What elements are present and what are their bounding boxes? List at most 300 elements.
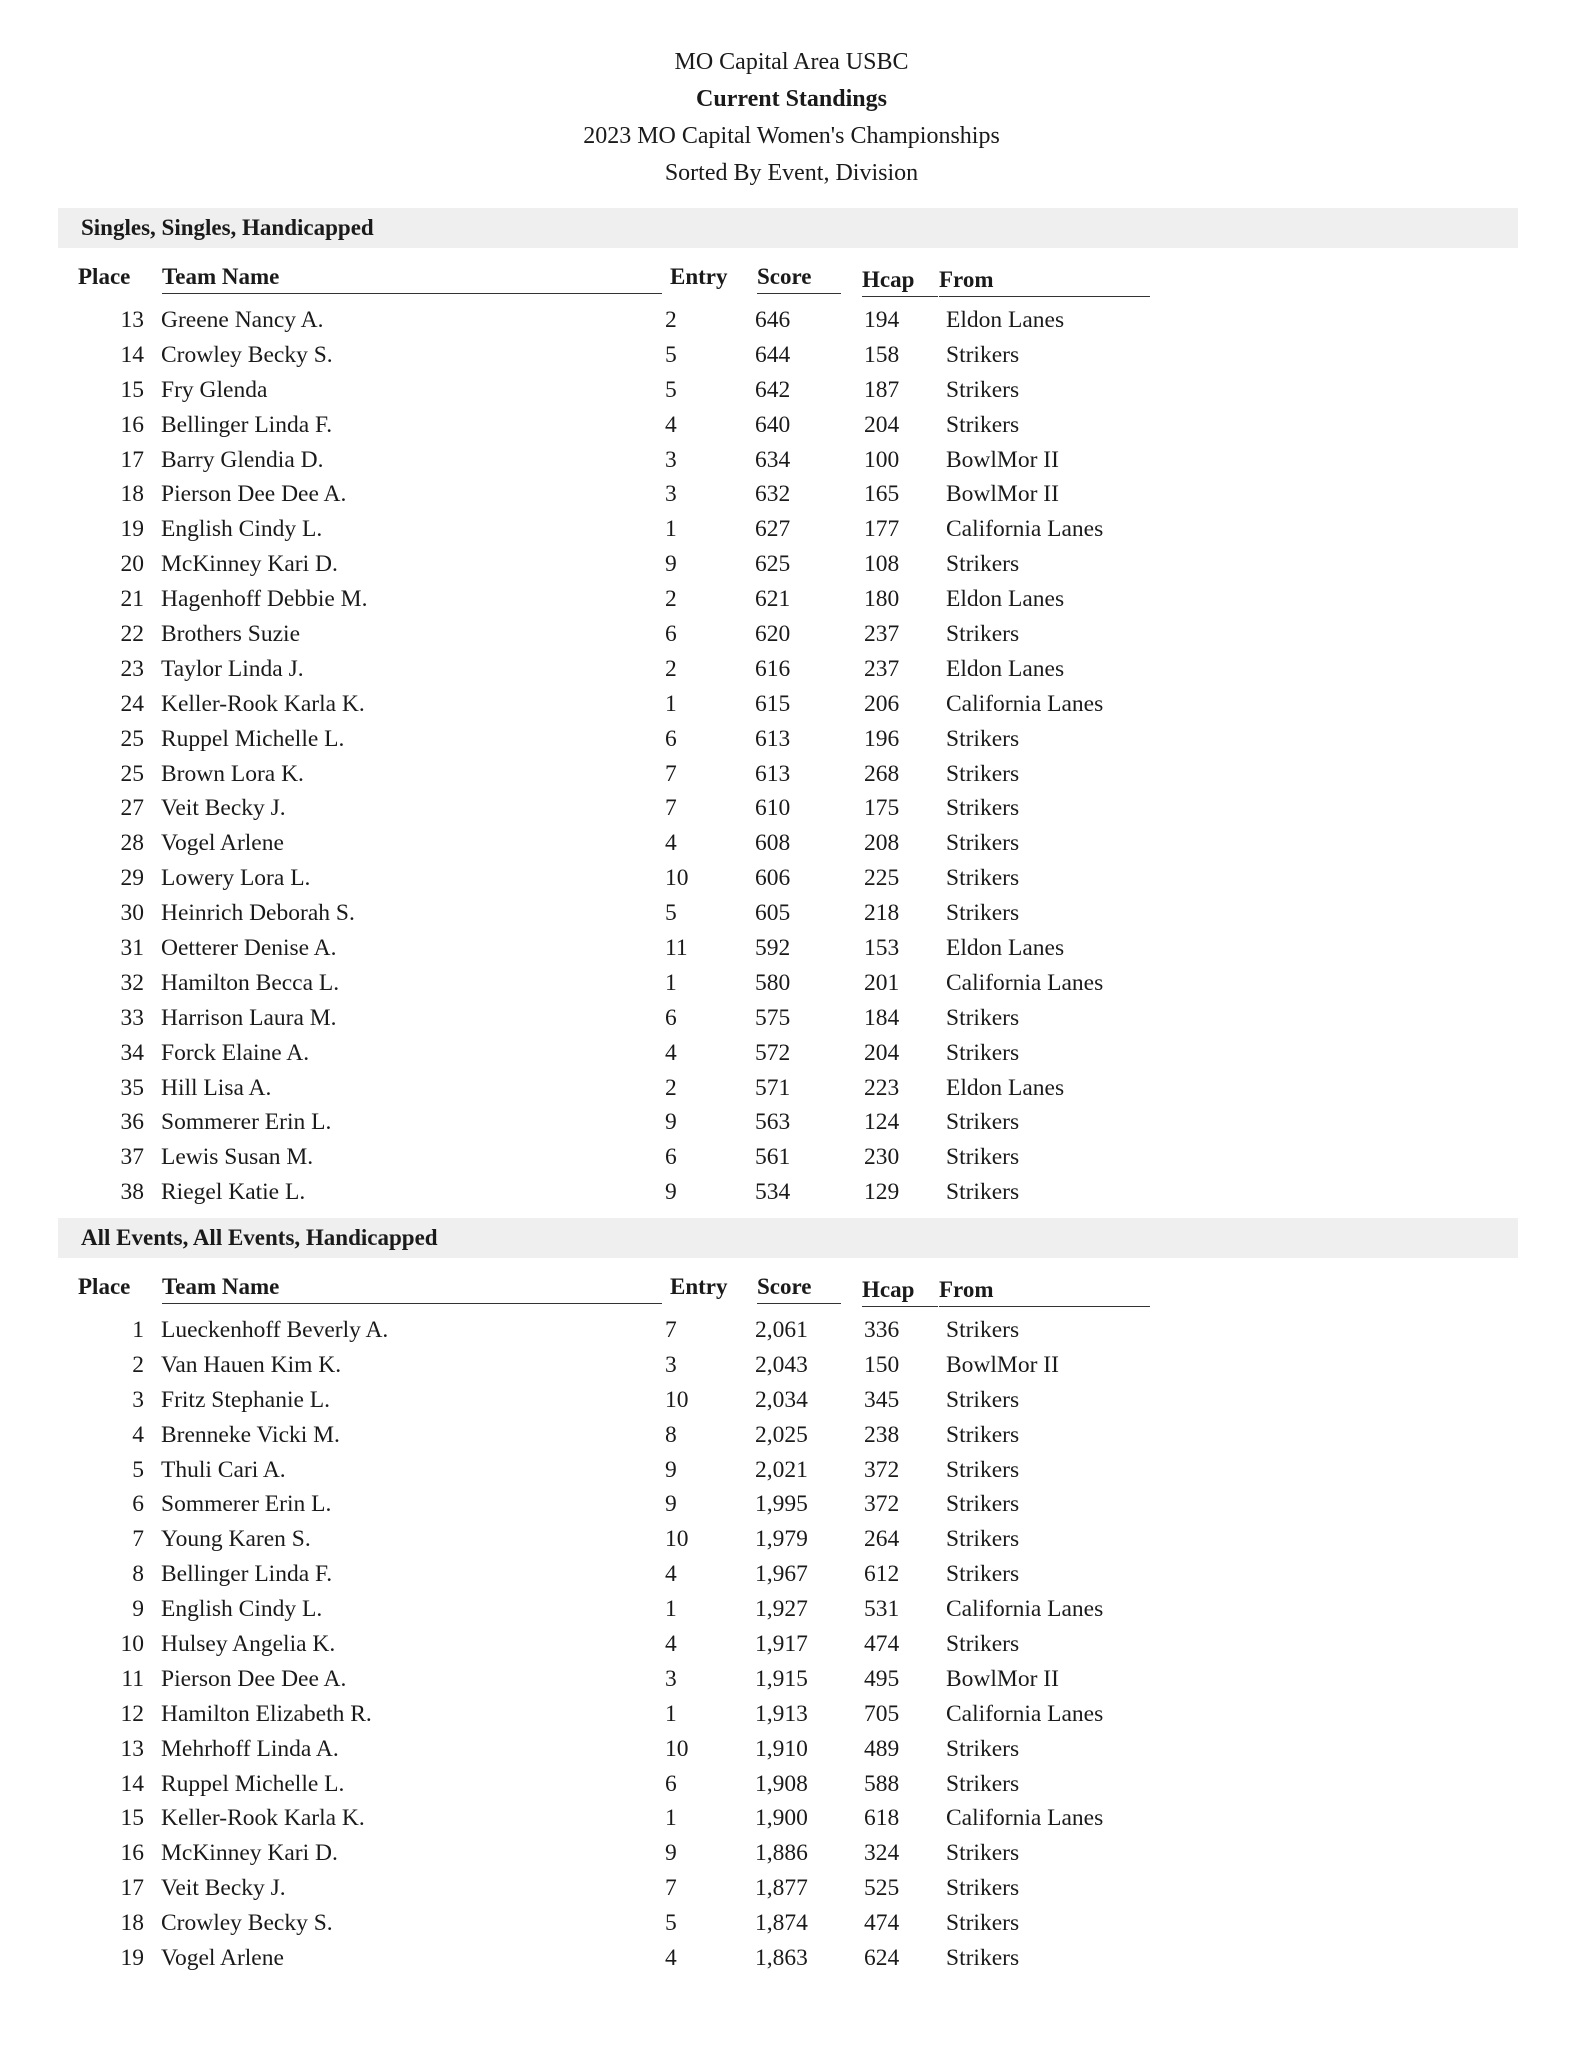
entry-cell: 5 bbox=[665, 1910, 677, 1937]
hcap-cell: 618 bbox=[864, 1805, 900, 1832]
place-cell: 3 bbox=[132, 1386, 144, 1413]
entry-cell: 1 bbox=[665, 969, 677, 996]
from-cell: Strikers bbox=[946, 865, 1020, 892]
team-name-cell: Oetterer Denise A. bbox=[161, 935, 337, 962]
from-cell: Strikers bbox=[946, 1456, 1020, 1483]
standings-rows bbox=[58, 303, 1518, 1210]
from-cell: Strikers bbox=[946, 725, 1020, 752]
entry-cell: 5 bbox=[665, 900, 677, 927]
entry-cell: 9 bbox=[665, 1179, 677, 1206]
team-name-cell: Bellinger Linda F. bbox=[161, 1561, 333, 1588]
team-name-cell: Thuli Cari A. bbox=[161, 1456, 286, 1483]
table-row bbox=[58, 1941, 1518, 1976]
place-cell: 14 bbox=[120, 1770, 144, 1797]
entry-cell: 7 bbox=[665, 1875, 677, 1902]
table-row bbox=[58, 826, 1518, 861]
from-cell: California Lanes bbox=[946, 516, 1104, 543]
hcap-cell: 474 bbox=[864, 1631, 900, 1658]
table-row bbox=[58, 408, 1518, 443]
hcap-cell: 124 bbox=[864, 1109, 900, 1136]
place-cell: 25 bbox=[120, 760, 144, 787]
entry-cell: 10 bbox=[665, 1735, 689, 1762]
col-header-score: Score bbox=[757, 1274, 841, 1304]
col-header-hcap: Hcap bbox=[862, 267, 938, 297]
hcap-cell: 268 bbox=[864, 760, 900, 787]
team-name-cell: McKinney Kari D. bbox=[161, 1840, 338, 1867]
from-cell: BowlMor II bbox=[946, 1351, 1059, 1378]
table-row bbox=[58, 338, 1518, 373]
hcap-cell: 196 bbox=[864, 725, 900, 752]
table-row bbox=[58, 1697, 1518, 1732]
table-row bbox=[58, 1871, 1518, 1906]
table-row bbox=[58, 966, 1518, 1001]
from-cell: BowlMor II bbox=[946, 446, 1059, 473]
score-cell: 634 bbox=[755, 446, 791, 473]
team-name-cell: Ruppel Michelle L. bbox=[161, 725, 345, 752]
place-cell: 29 bbox=[120, 865, 144, 892]
place-cell: 38 bbox=[120, 1179, 144, 1206]
place-cell: 11 bbox=[121, 1665, 144, 1692]
table-row bbox=[58, 861, 1518, 896]
place-cell: 19 bbox=[120, 516, 144, 543]
table-row bbox=[58, 1105, 1518, 1140]
place-cell: 17 bbox=[120, 446, 144, 473]
entry-cell: 4 bbox=[665, 411, 677, 438]
from-cell: California Lanes bbox=[946, 1700, 1104, 1727]
hcap-cell: 372 bbox=[864, 1491, 900, 1518]
team-name-cell: Hamilton Becca L. bbox=[161, 969, 340, 996]
place-cell: 2 bbox=[132, 1351, 144, 1378]
entry-cell: 6 bbox=[665, 1144, 677, 1171]
team-name-cell: Taylor Linda J. bbox=[161, 655, 304, 682]
from-cell: Strikers bbox=[946, 1386, 1020, 1413]
place-cell: 17 bbox=[120, 1875, 144, 1902]
score-cell: 644 bbox=[755, 341, 791, 368]
col-header-place: Place bbox=[78, 1274, 131, 1299]
score-cell: 615 bbox=[755, 690, 791, 717]
score-cell: 592 bbox=[755, 935, 791, 962]
section-title: All Events, All Events, Handicapped bbox=[58, 1218, 1518, 1258]
report-header bbox=[0, 44, 1583, 192]
team-name-cell: Vogel Arlene bbox=[161, 830, 284, 857]
table-row bbox=[58, 1175, 1518, 1210]
score-cell: 561 bbox=[755, 1144, 791, 1171]
table-row bbox=[58, 1522, 1518, 1557]
hcap-cell: 108 bbox=[864, 551, 900, 578]
team-name-cell: Lowery Lora L. bbox=[161, 865, 311, 892]
place-cell: 31 bbox=[120, 935, 144, 962]
team-name-cell: Ruppel Michelle L. bbox=[161, 1770, 345, 1797]
table-row bbox=[58, 1662, 1518, 1697]
score-cell: 621 bbox=[755, 586, 791, 613]
place-cell: 5 bbox=[132, 1456, 144, 1483]
table-row bbox=[58, 791, 1518, 826]
score-cell: 605 bbox=[755, 900, 791, 927]
score-cell: 610 bbox=[755, 795, 791, 822]
place-cell: 24 bbox=[120, 690, 144, 717]
place-cell: 10 bbox=[120, 1631, 144, 1658]
place-cell: 6 bbox=[132, 1491, 144, 1518]
table-row bbox=[58, 617, 1518, 652]
from-cell: Eldon Lanes bbox=[946, 655, 1065, 682]
table-row bbox=[58, 1453, 1518, 1488]
team-name-cell: McKinney Kari D. bbox=[161, 551, 338, 578]
place-cell: 27 bbox=[120, 795, 144, 822]
col-header-entry: Entry bbox=[670, 1274, 728, 1299]
from-cell: Strikers bbox=[946, 1945, 1020, 1972]
table-row bbox=[58, 1140, 1518, 1175]
entry-cell: 3 bbox=[665, 481, 677, 508]
score-cell: 571 bbox=[755, 1074, 791, 1101]
team-name-cell: Young Karen S. bbox=[161, 1526, 311, 1553]
hcap-cell: 150 bbox=[864, 1351, 900, 1378]
score-cell: 2,034 bbox=[755, 1386, 808, 1413]
from-cell: Strikers bbox=[946, 1421, 1020, 1448]
from-cell: Strikers bbox=[946, 1039, 1020, 1066]
entry-cell: 6 bbox=[665, 1004, 677, 1031]
team-name-cell: Hulsey Angelia K. bbox=[161, 1631, 336, 1658]
entry-cell: 3 bbox=[665, 446, 677, 473]
place-cell: 25 bbox=[120, 725, 144, 752]
team-name-cell: Harrison Laura M. bbox=[161, 1004, 337, 1031]
column-headers bbox=[58, 248, 1518, 300]
score-cell: 1,910 bbox=[755, 1735, 808, 1762]
hcap-cell: 194 bbox=[864, 307, 900, 333]
score-cell: 1,995 bbox=[755, 1491, 808, 1518]
hcap-cell: 525 bbox=[864, 1875, 900, 1902]
from-cell: Strikers bbox=[946, 1317, 1020, 1343]
from-cell: Strikers bbox=[946, 1144, 1020, 1171]
entry-cell: 9 bbox=[665, 1456, 677, 1483]
table-row bbox=[58, 652, 1518, 687]
entry-cell: 1 bbox=[665, 516, 677, 543]
hcap-cell: 588 bbox=[864, 1770, 900, 1797]
team-name-cell: English Cindy L. bbox=[161, 516, 323, 543]
table-row bbox=[58, 512, 1518, 547]
table-row bbox=[58, 1592, 1518, 1627]
team-name-cell: Brothers Suzie bbox=[161, 621, 301, 648]
entry-cell: 9 bbox=[665, 1491, 677, 1518]
table-row bbox=[58, 896, 1518, 931]
table-row bbox=[58, 1627, 1518, 1662]
team-name-cell: Brown Lora K. bbox=[161, 760, 304, 787]
score-cell: 580 bbox=[755, 969, 791, 996]
col-header-entry: Entry bbox=[670, 264, 728, 289]
table-row bbox=[58, 931, 1518, 966]
score-cell: 613 bbox=[755, 760, 791, 787]
team-name-cell: Hill Lisa A. bbox=[161, 1074, 272, 1101]
score-cell: 1,874 bbox=[755, 1910, 808, 1937]
from-cell: Strikers bbox=[946, 1770, 1020, 1797]
hcap-cell: 180 bbox=[864, 586, 900, 613]
hcap-cell: 372 bbox=[864, 1456, 900, 1483]
entry-cell: 10 bbox=[665, 1386, 689, 1413]
from-cell: Strikers bbox=[946, 621, 1020, 648]
hcap-cell: 324 bbox=[864, 1840, 900, 1867]
hcap-cell: 187 bbox=[864, 376, 900, 403]
entry-cell: 2 bbox=[665, 586, 677, 613]
entry-cell: 4 bbox=[665, 830, 677, 857]
hcap-cell: 175 bbox=[864, 795, 900, 822]
entry-cell: 9 bbox=[665, 1109, 677, 1136]
from-cell: Strikers bbox=[946, 1561, 1020, 1588]
table-row bbox=[58, 722, 1518, 757]
team-name-cell: Crowley Becky S. bbox=[161, 341, 333, 368]
from-cell: Strikers bbox=[946, 1526, 1020, 1553]
score-cell: 1,886 bbox=[755, 1840, 808, 1867]
team-name-cell: Keller-Rook Karla K. bbox=[161, 1805, 365, 1832]
team-name-cell: Van Hauen Kim K. bbox=[161, 1351, 342, 1378]
table-row bbox=[58, 1732, 1518, 1767]
entry-cell: 4 bbox=[665, 1631, 677, 1658]
score-cell: 620 bbox=[755, 621, 791, 648]
from-cell: Strikers bbox=[946, 1004, 1020, 1031]
score-cell: 1,915 bbox=[755, 1665, 808, 1692]
hcap-cell: 204 bbox=[864, 1039, 900, 1066]
hcap-cell: 624 bbox=[864, 1945, 900, 1972]
entry-cell: 10 bbox=[665, 865, 689, 892]
hcap-cell: 531 bbox=[864, 1596, 900, 1623]
table-row bbox=[58, 1557, 1518, 1592]
from-cell: California Lanes bbox=[946, 1805, 1104, 1832]
team-name-cell: Sommerer Erin L. bbox=[161, 1491, 332, 1518]
entry-cell: 5 bbox=[665, 376, 677, 403]
hcap-cell: 238 bbox=[864, 1421, 900, 1448]
from-cell: California Lanes bbox=[946, 969, 1104, 996]
score-cell: 1,967 bbox=[755, 1561, 808, 1588]
from-cell: Strikers bbox=[946, 376, 1020, 403]
from-cell: Strikers bbox=[946, 1491, 1020, 1518]
from-cell: Strikers bbox=[946, 760, 1020, 787]
hcap-cell: 223 bbox=[864, 1074, 900, 1101]
hcap-cell: 237 bbox=[864, 655, 900, 682]
team-name-cell: English Cindy L. bbox=[161, 1596, 323, 1623]
entry-cell: 7 bbox=[665, 795, 677, 822]
place-cell: 18 bbox=[120, 481, 144, 508]
entry-cell: 4 bbox=[665, 1945, 677, 1972]
from-cell: Eldon Lanes bbox=[946, 307, 1065, 333]
entry-cell: 5 bbox=[665, 341, 677, 368]
from-cell: Strikers bbox=[946, 1109, 1020, 1136]
hcap-cell: 612 bbox=[864, 1561, 900, 1588]
report-title: Current Standings bbox=[696, 86, 887, 112]
table-row bbox=[58, 1383, 1518, 1418]
place-cell: 15 bbox=[120, 376, 144, 403]
table-row bbox=[58, 1313, 1518, 1348]
place-cell: 9 bbox=[132, 1596, 144, 1623]
table-row bbox=[58, 1001, 1518, 1036]
hcap-cell: 336 bbox=[864, 1317, 900, 1343]
from-cell: Strikers bbox=[946, 551, 1020, 578]
score-cell: 2,025 bbox=[755, 1421, 808, 1448]
from-cell: Strikers bbox=[946, 1910, 1020, 1937]
standings-rows bbox=[58, 1313, 1518, 1976]
section-all-events bbox=[58, 1218, 1518, 1976]
place-cell: 33 bbox=[120, 1004, 144, 1031]
team-name-cell: Lewis Susan M. bbox=[161, 1144, 314, 1171]
table-row bbox=[58, 1071, 1518, 1106]
table-row bbox=[58, 1767, 1518, 1802]
sort-description: Sorted By Event, Division bbox=[664, 160, 919, 186]
table-row bbox=[58, 582, 1518, 617]
entry-cell: 6 bbox=[665, 621, 677, 648]
table-row bbox=[58, 477, 1518, 512]
place-cell: 16 bbox=[120, 411, 144, 438]
score-cell: 1,877 bbox=[755, 1875, 808, 1902]
tournament-name: 2023 MO Capital Women's Championships bbox=[583, 123, 1000, 149]
hcap-cell: 495 bbox=[864, 1665, 900, 1692]
entry-cell: 6 bbox=[665, 725, 677, 752]
place-cell: 23 bbox=[120, 655, 144, 682]
entry-cell: 8 bbox=[665, 1421, 677, 1448]
score-cell: 613 bbox=[755, 725, 791, 752]
score-cell: 1,908 bbox=[755, 1770, 808, 1797]
hcap-cell: 153 bbox=[864, 935, 900, 962]
score-cell: 642 bbox=[755, 376, 791, 403]
from-cell: Strikers bbox=[946, 411, 1020, 438]
from-cell: Strikers bbox=[946, 1875, 1020, 1902]
place-cell: 14 bbox=[120, 341, 144, 368]
hcap-cell: 201 bbox=[864, 969, 900, 996]
score-cell: 572 bbox=[755, 1039, 791, 1066]
team-name-cell: Crowley Becky S. bbox=[161, 1910, 333, 1937]
entry-cell: 1 bbox=[665, 690, 677, 717]
col-header-hcap: Hcap bbox=[862, 1277, 938, 1307]
table-row bbox=[58, 303, 1518, 338]
score-cell: 1,979 bbox=[755, 1526, 808, 1553]
score-cell: 575 bbox=[755, 1004, 791, 1031]
place-cell: 13 bbox=[120, 1735, 144, 1762]
hcap-cell: 237 bbox=[864, 621, 900, 648]
entry-cell: 9 bbox=[665, 551, 677, 578]
score-cell: 627 bbox=[755, 516, 791, 543]
hcap-cell: 489 bbox=[864, 1735, 900, 1762]
table-row bbox=[58, 1906, 1518, 1941]
place-cell: 21 bbox=[120, 586, 144, 613]
team-name-cell: Hagenhoff Debbie M. bbox=[161, 586, 368, 613]
entry-cell: 2 bbox=[665, 1074, 677, 1101]
col-header-team-name: Team Name bbox=[162, 1274, 662, 1304]
from-cell: Strikers bbox=[946, 1179, 1020, 1206]
place-cell: 20 bbox=[120, 551, 144, 578]
score-cell: 608 bbox=[755, 830, 791, 857]
table-row bbox=[58, 1418, 1518, 1453]
entry-cell: 7 bbox=[665, 1317, 677, 1343]
score-cell: 625 bbox=[755, 551, 791, 578]
team-name-cell: Veit Becky J. bbox=[161, 795, 286, 822]
team-name-cell: Sommerer Erin L. bbox=[161, 1109, 332, 1136]
hcap-cell: 100 bbox=[864, 446, 900, 473]
hcap-cell: 177 bbox=[864, 516, 900, 543]
score-cell: 2,043 bbox=[755, 1351, 808, 1378]
entry-cell: 7 bbox=[665, 760, 677, 787]
place-cell: 22 bbox=[120, 621, 144, 648]
team-name-cell: Hamilton Elizabeth R. bbox=[161, 1700, 372, 1727]
place-cell: 37 bbox=[120, 1144, 144, 1171]
from-cell: Strikers bbox=[946, 900, 1020, 927]
entry-cell: 2 bbox=[665, 307, 677, 333]
team-name-cell: Keller-Rook Karla K. bbox=[161, 690, 365, 717]
score-cell: 1,913 bbox=[755, 1700, 808, 1727]
hcap-cell: 345 bbox=[864, 1386, 900, 1413]
team-name-cell: Mehrhoff Linda A. bbox=[161, 1735, 339, 1762]
from-cell: Strikers bbox=[946, 341, 1020, 368]
place-cell: 12 bbox=[120, 1700, 144, 1727]
col-header-from: From bbox=[939, 267, 1150, 297]
col-header-score: Score bbox=[757, 264, 841, 294]
score-cell: 632 bbox=[755, 481, 791, 508]
from-cell: Strikers bbox=[946, 1840, 1020, 1867]
table-row bbox=[58, 443, 1518, 478]
entry-cell: 4 bbox=[665, 1039, 677, 1066]
score-cell: 1,917 bbox=[755, 1631, 808, 1658]
place-cell: 7 bbox=[132, 1526, 144, 1553]
team-name-cell: Veit Becky J. bbox=[161, 1875, 286, 1902]
score-cell: 646 bbox=[755, 307, 791, 333]
table-row bbox=[58, 1836, 1518, 1871]
table-row bbox=[58, 757, 1518, 792]
place-cell: 15 bbox=[120, 1805, 144, 1832]
score-cell: 2,021 bbox=[755, 1456, 808, 1483]
place-cell: 35 bbox=[120, 1074, 144, 1101]
from-cell: Eldon Lanes bbox=[946, 586, 1065, 613]
place-cell: 13 bbox=[120, 307, 144, 333]
col-header-place: Place bbox=[78, 264, 131, 289]
entry-cell: 4 bbox=[665, 1561, 677, 1588]
hcap-cell: 218 bbox=[864, 900, 900, 927]
score-cell: 1,863 bbox=[755, 1945, 808, 1972]
hcap-cell: 204 bbox=[864, 411, 900, 438]
from-cell: BowlMor II bbox=[946, 481, 1059, 508]
team-name-cell: Pierson Dee Dee A. bbox=[161, 481, 347, 508]
entry-cell: 3 bbox=[665, 1665, 677, 1692]
place-cell: 16 bbox=[120, 1840, 144, 1867]
table-row bbox=[58, 1801, 1518, 1836]
from-cell: California Lanes bbox=[946, 690, 1104, 717]
score-cell: 606 bbox=[755, 865, 791, 892]
team-name-cell: Fritz Stephanie L. bbox=[161, 1386, 331, 1413]
team-name-cell: Fry Glenda bbox=[161, 376, 268, 403]
place-cell: 32 bbox=[120, 969, 144, 996]
score-cell: 1,900 bbox=[755, 1805, 808, 1832]
col-header-from: From bbox=[939, 1277, 1150, 1307]
entry-cell: 3 bbox=[665, 1351, 677, 1378]
column-headers bbox=[58, 1258, 1518, 1310]
entry-cell: 11 bbox=[665, 935, 688, 962]
table-row bbox=[58, 547, 1518, 582]
entry-cell: 2 bbox=[665, 655, 677, 682]
hcap-cell: 158 bbox=[864, 341, 900, 368]
place-cell: 28 bbox=[120, 830, 144, 857]
from-cell: Strikers bbox=[946, 1735, 1020, 1762]
hcap-cell: 225 bbox=[864, 865, 900, 892]
team-name-cell: Brenneke Vicki M. bbox=[161, 1421, 340, 1448]
hcap-cell: 230 bbox=[864, 1144, 900, 1171]
place-cell: 18 bbox=[120, 1910, 144, 1937]
team-name-cell: Vogel Arlene bbox=[161, 1945, 284, 1972]
score-cell: 563 bbox=[755, 1109, 791, 1136]
place-cell: 8 bbox=[132, 1561, 144, 1588]
place-cell: 34 bbox=[120, 1039, 144, 1066]
hcap-cell: 206 bbox=[864, 690, 900, 717]
team-name-cell: Bellinger Linda F. bbox=[161, 411, 333, 438]
score-cell: 534 bbox=[755, 1179, 791, 1206]
from-cell: California Lanes bbox=[946, 1596, 1104, 1623]
team-name-cell: Lueckenhoff Beverly A. bbox=[161, 1317, 389, 1343]
entry-cell: 1 bbox=[665, 1805, 677, 1832]
section-title: Singles, Singles, Handicapped bbox=[58, 208, 1518, 248]
from-cell: Strikers bbox=[946, 1631, 1020, 1658]
